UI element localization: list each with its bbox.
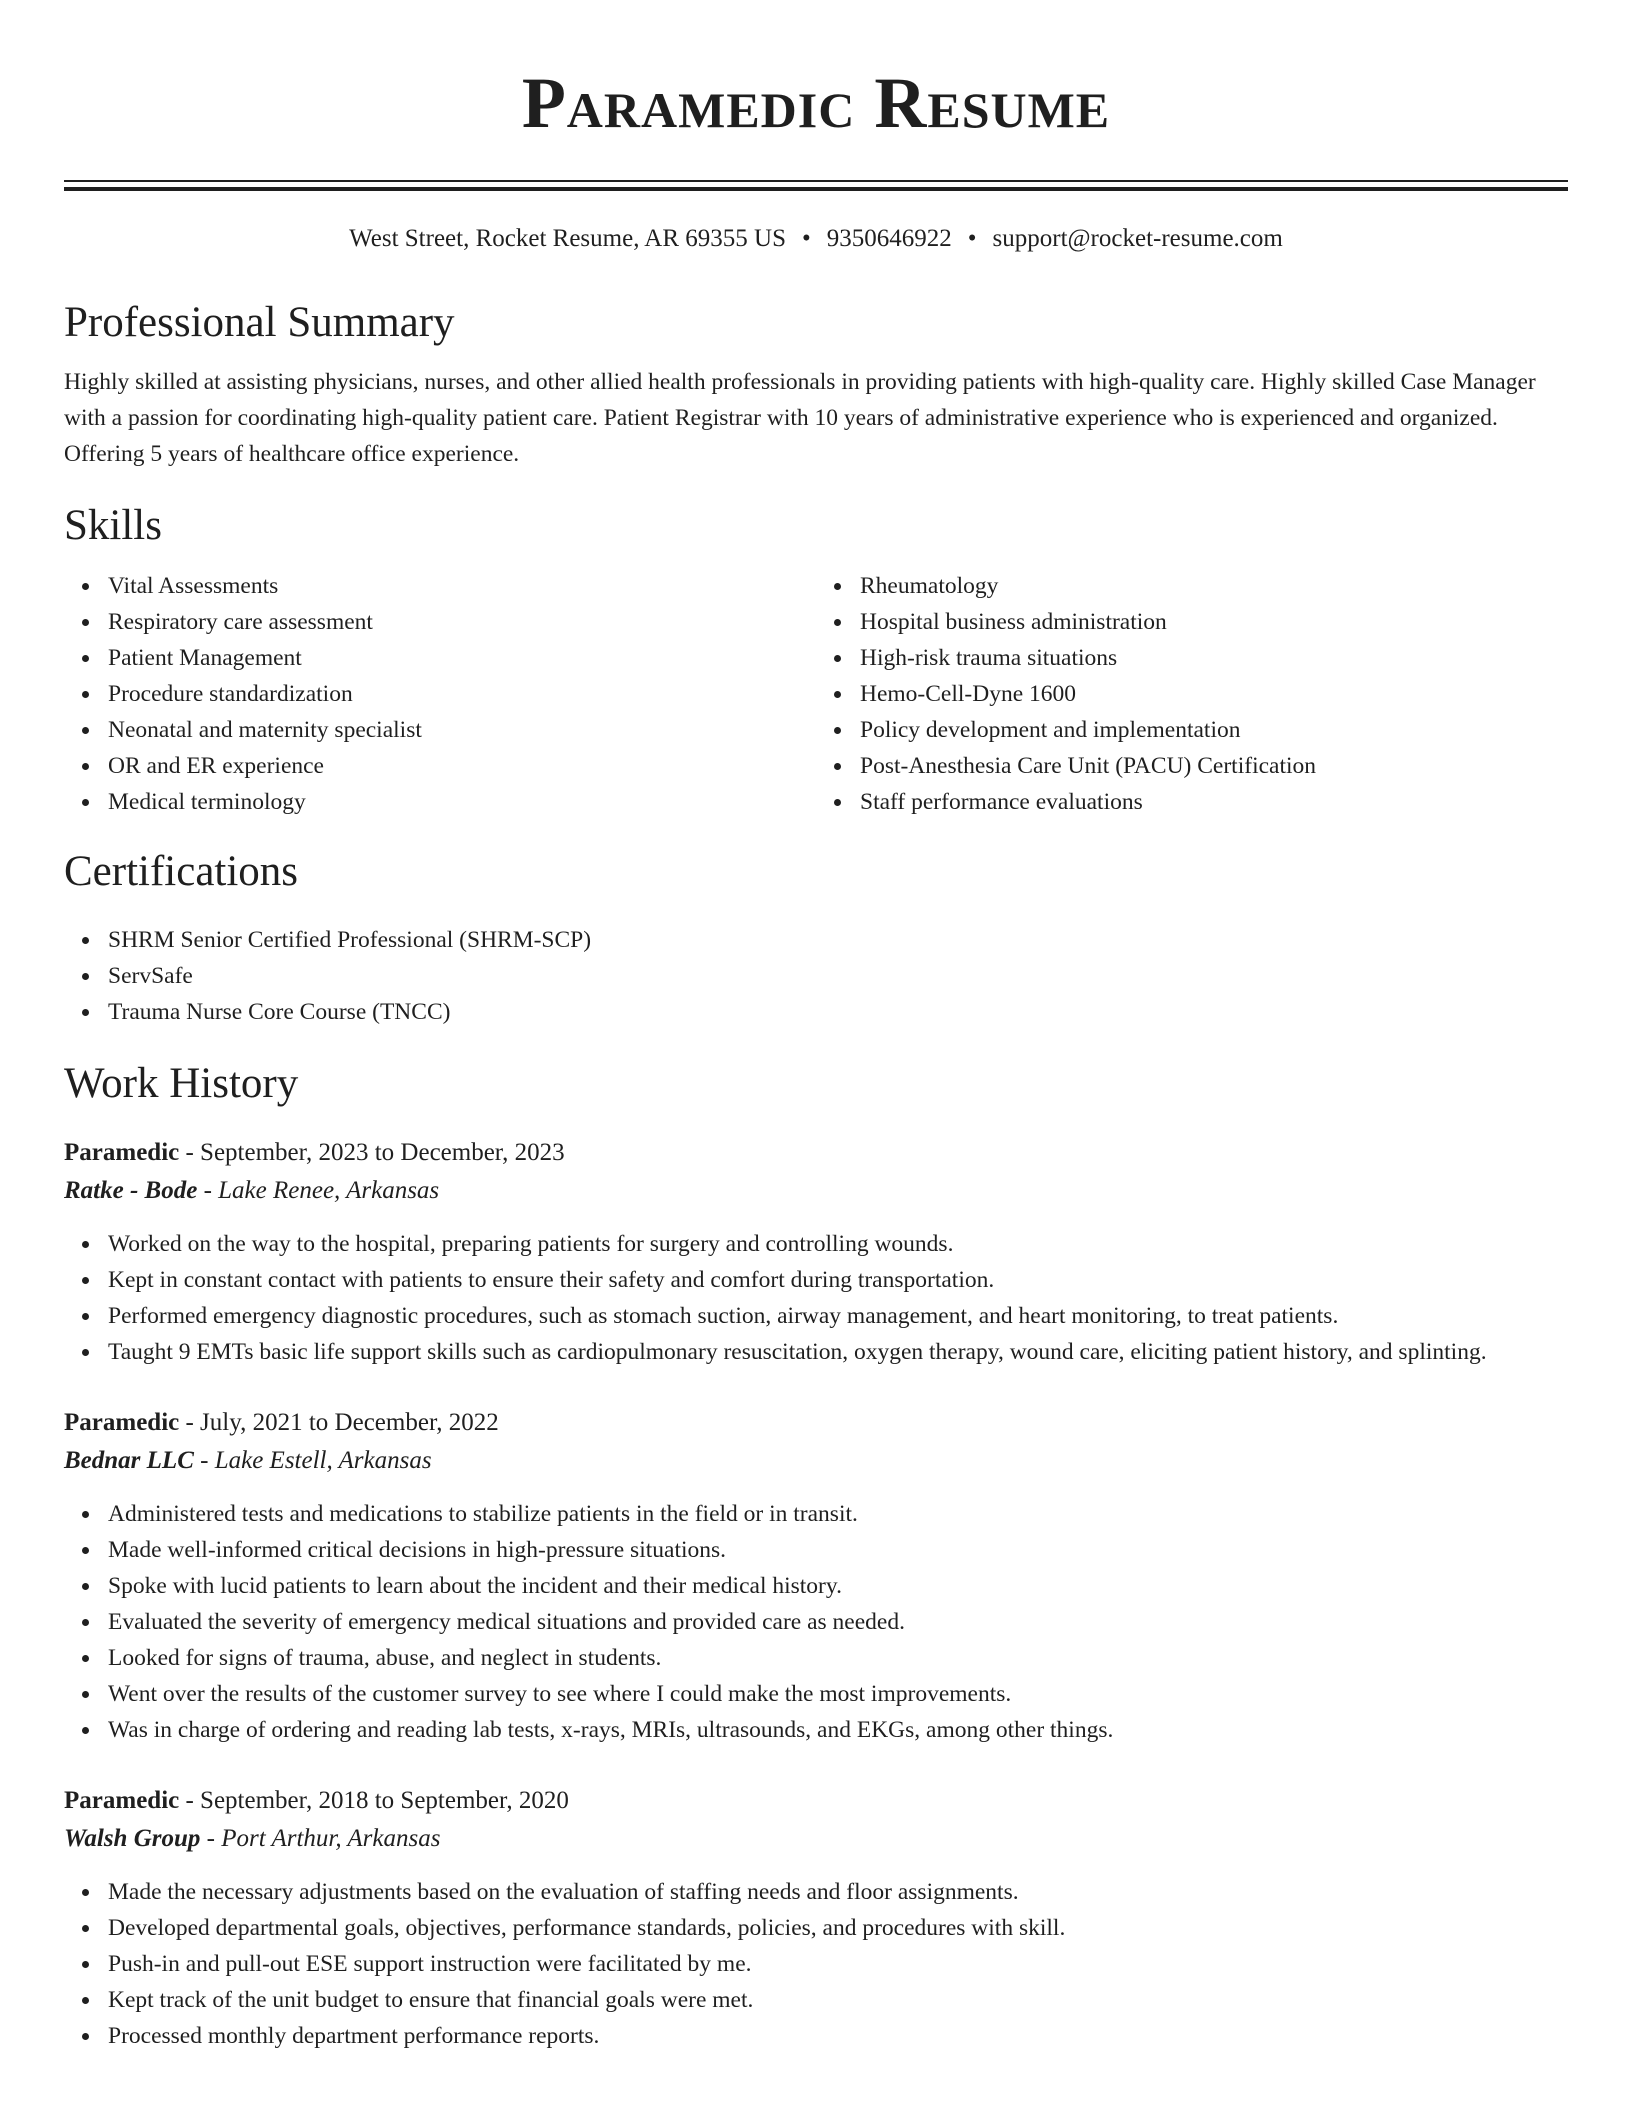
job-company: Ratke - Bode (64, 1177, 198, 1204)
job-entry (64, 1404, 1568, 1748)
contact-address: West Street, Rocket Resume, AR 69355 US (349, 225, 786, 252)
skill-item: Patient Management (108, 640, 816, 676)
skills-heading: Skills (64, 502, 162, 549)
skill-item: Procedure standardization (108, 676, 816, 712)
contact-separator: • (967, 225, 977, 252)
resume-title: Paramedic Resume (521, 63, 1111, 143)
job-header (64, 1404, 1568, 1442)
skill-item: Hemo-Cell-Dyne 1600 (860, 676, 1568, 712)
summary-text: Highly skilled at assisting physicians, nurses, and other allied health professionals in providing patients with high-quality care. Highly skilled Case Manager with a passion for coordinating high-quality patient care. Patient Registrar with 10 years of administrative experience who is experienced and organized. Offering 5 years of healthcare office experience. (64, 369, 1536, 467)
job-duty: Performed emergency diagnostic procedures, such as stomach suction, airway management, and heart monitoring, to treat patients. (108, 1298, 1568, 1334)
job-dates: - September, 2018 to September, 2020 (179, 1787, 569, 1814)
job-duty: Evaluated the severity of emergency medical situations and provided care as needed. (108, 1604, 1568, 1640)
job-duty: Went over the results of the customer survey to see where I could make the most improvements. (108, 1676, 1568, 1712)
skill-item: Medical terminology (108, 784, 816, 820)
skill-item: Rheumatology (860, 568, 1568, 604)
job-duty: Push-in and pull-out ESE support instruction were facilitated by me. (108, 1946, 1568, 1982)
job-location: - Lake Renee, Arkansas (197, 1177, 440, 1204)
job-duty: Worked on the way to the hospital, preparing patients for surgery and controlling wounds. (108, 1226, 1568, 1262)
certification-item: Trauma Nurse Core Course (TNCC) (108, 994, 1568, 1030)
job-duty: Was in charge of ordering and reading lab tests, x-rays, MRIs, ultrasounds, and EKGs, among other things. (108, 1712, 1568, 1748)
job-location: - Port Arthur, Arkansas (200, 1825, 441, 1852)
job-role: Paramedic (64, 1409, 180, 1436)
job-dates: - July, 2021 to December, 2022 (179, 1409, 499, 1436)
skills-list-left (64, 568, 816, 820)
skill-item: OR and ER experience (108, 748, 816, 784)
job-employer (64, 1820, 1568, 1858)
skills-columns (64, 568, 1568, 820)
job-dates: - September, 2023 to December, 2023 (179, 1139, 565, 1166)
job-employer (64, 1172, 1568, 1210)
job-duty: Kept track of the unit budget to ensure that financial goals were met. (108, 1982, 1568, 2018)
job-entry (64, 1134, 1568, 1370)
job-duty: Taught 9 EMTs basic life support skills such as cardiopulmonary resuscitation, oxygen therapy, wound care, eliciting patient history, and splinting. (108, 1334, 1568, 1370)
contact-line (64, 223, 1568, 255)
skill-item: Respiratory care assessment (108, 604, 816, 640)
job-duty: Kept in constant contact with patients to ensure their safety and comfort during transportation. (108, 1262, 1568, 1298)
skill-item: Policy development and implementation (860, 712, 1568, 748)
job-duty: Spoke with lucid patients to learn about the incident and their medical history. (108, 1568, 1568, 1604)
skills-list-right (816, 568, 1568, 820)
job-duty: Administered tests and medications to stabilize patients in the field or in transit. (108, 1496, 1568, 1532)
job-duty: Made the necessary adjustments based on the evaluation of staffing needs and floor assignments. (108, 1874, 1568, 1910)
certifications-list (64, 922, 1568, 1030)
summary-heading: Professional Summary (64, 299, 455, 346)
job-role: Paramedic (64, 1139, 180, 1166)
job-duty: Made well-informed critical decisions in high-pressure situations. (108, 1532, 1568, 1568)
skill-item: Staff performance evaluations (860, 784, 1568, 820)
skill-item: Hospital business administration (860, 604, 1568, 640)
job-header (64, 1782, 1568, 1820)
job-employer (64, 1442, 1568, 1480)
skill-item: High-risk trauma situations (860, 640, 1568, 676)
job-duties-list (64, 1496, 1568, 1748)
skill-item: Post-Anesthesia Care Unit (PACU) Certification (860, 748, 1568, 784)
job-company: Walsh Group (64, 1825, 201, 1852)
job-duty: Looked for signs of trauma, abuse, and neglect in students. (108, 1640, 1568, 1676)
certification-item: SHRM Senior Certified Professional (SHRM-SCP) (108, 922, 1568, 958)
job-duty: Processed monthly department performance reports. (108, 2018, 1568, 2054)
skill-item: Neonatal and maternity specialist (108, 712, 816, 748)
job-entry (64, 1782, 1568, 2054)
contact-separator: • (802, 225, 811, 252)
job-company: Bednar LLC (64, 1447, 194, 1474)
contact-email: support@rocket-resume.com (992, 225, 1283, 252)
title-divider (64, 180, 1568, 191)
work-history-heading: Work History (64, 1060, 299, 1107)
job-header (64, 1134, 1568, 1172)
job-duties-list (64, 1226, 1568, 1370)
job-role: Paramedic (64, 1787, 180, 1814)
job-duties-list (64, 1874, 1568, 2054)
certification-item: ServSafe (108, 958, 1568, 994)
contact-phone: 9350646922 (826, 225, 952, 252)
certifications-heading: Certifications (64, 848, 299, 895)
job-duty: Developed departmental goals, objectives, performance standards, policies, and procedures with skill. (108, 1910, 1568, 1946)
skill-item: Vital Assessments (108, 568, 816, 604)
job-location: - Lake Estell, Arkansas (193, 1447, 432, 1474)
